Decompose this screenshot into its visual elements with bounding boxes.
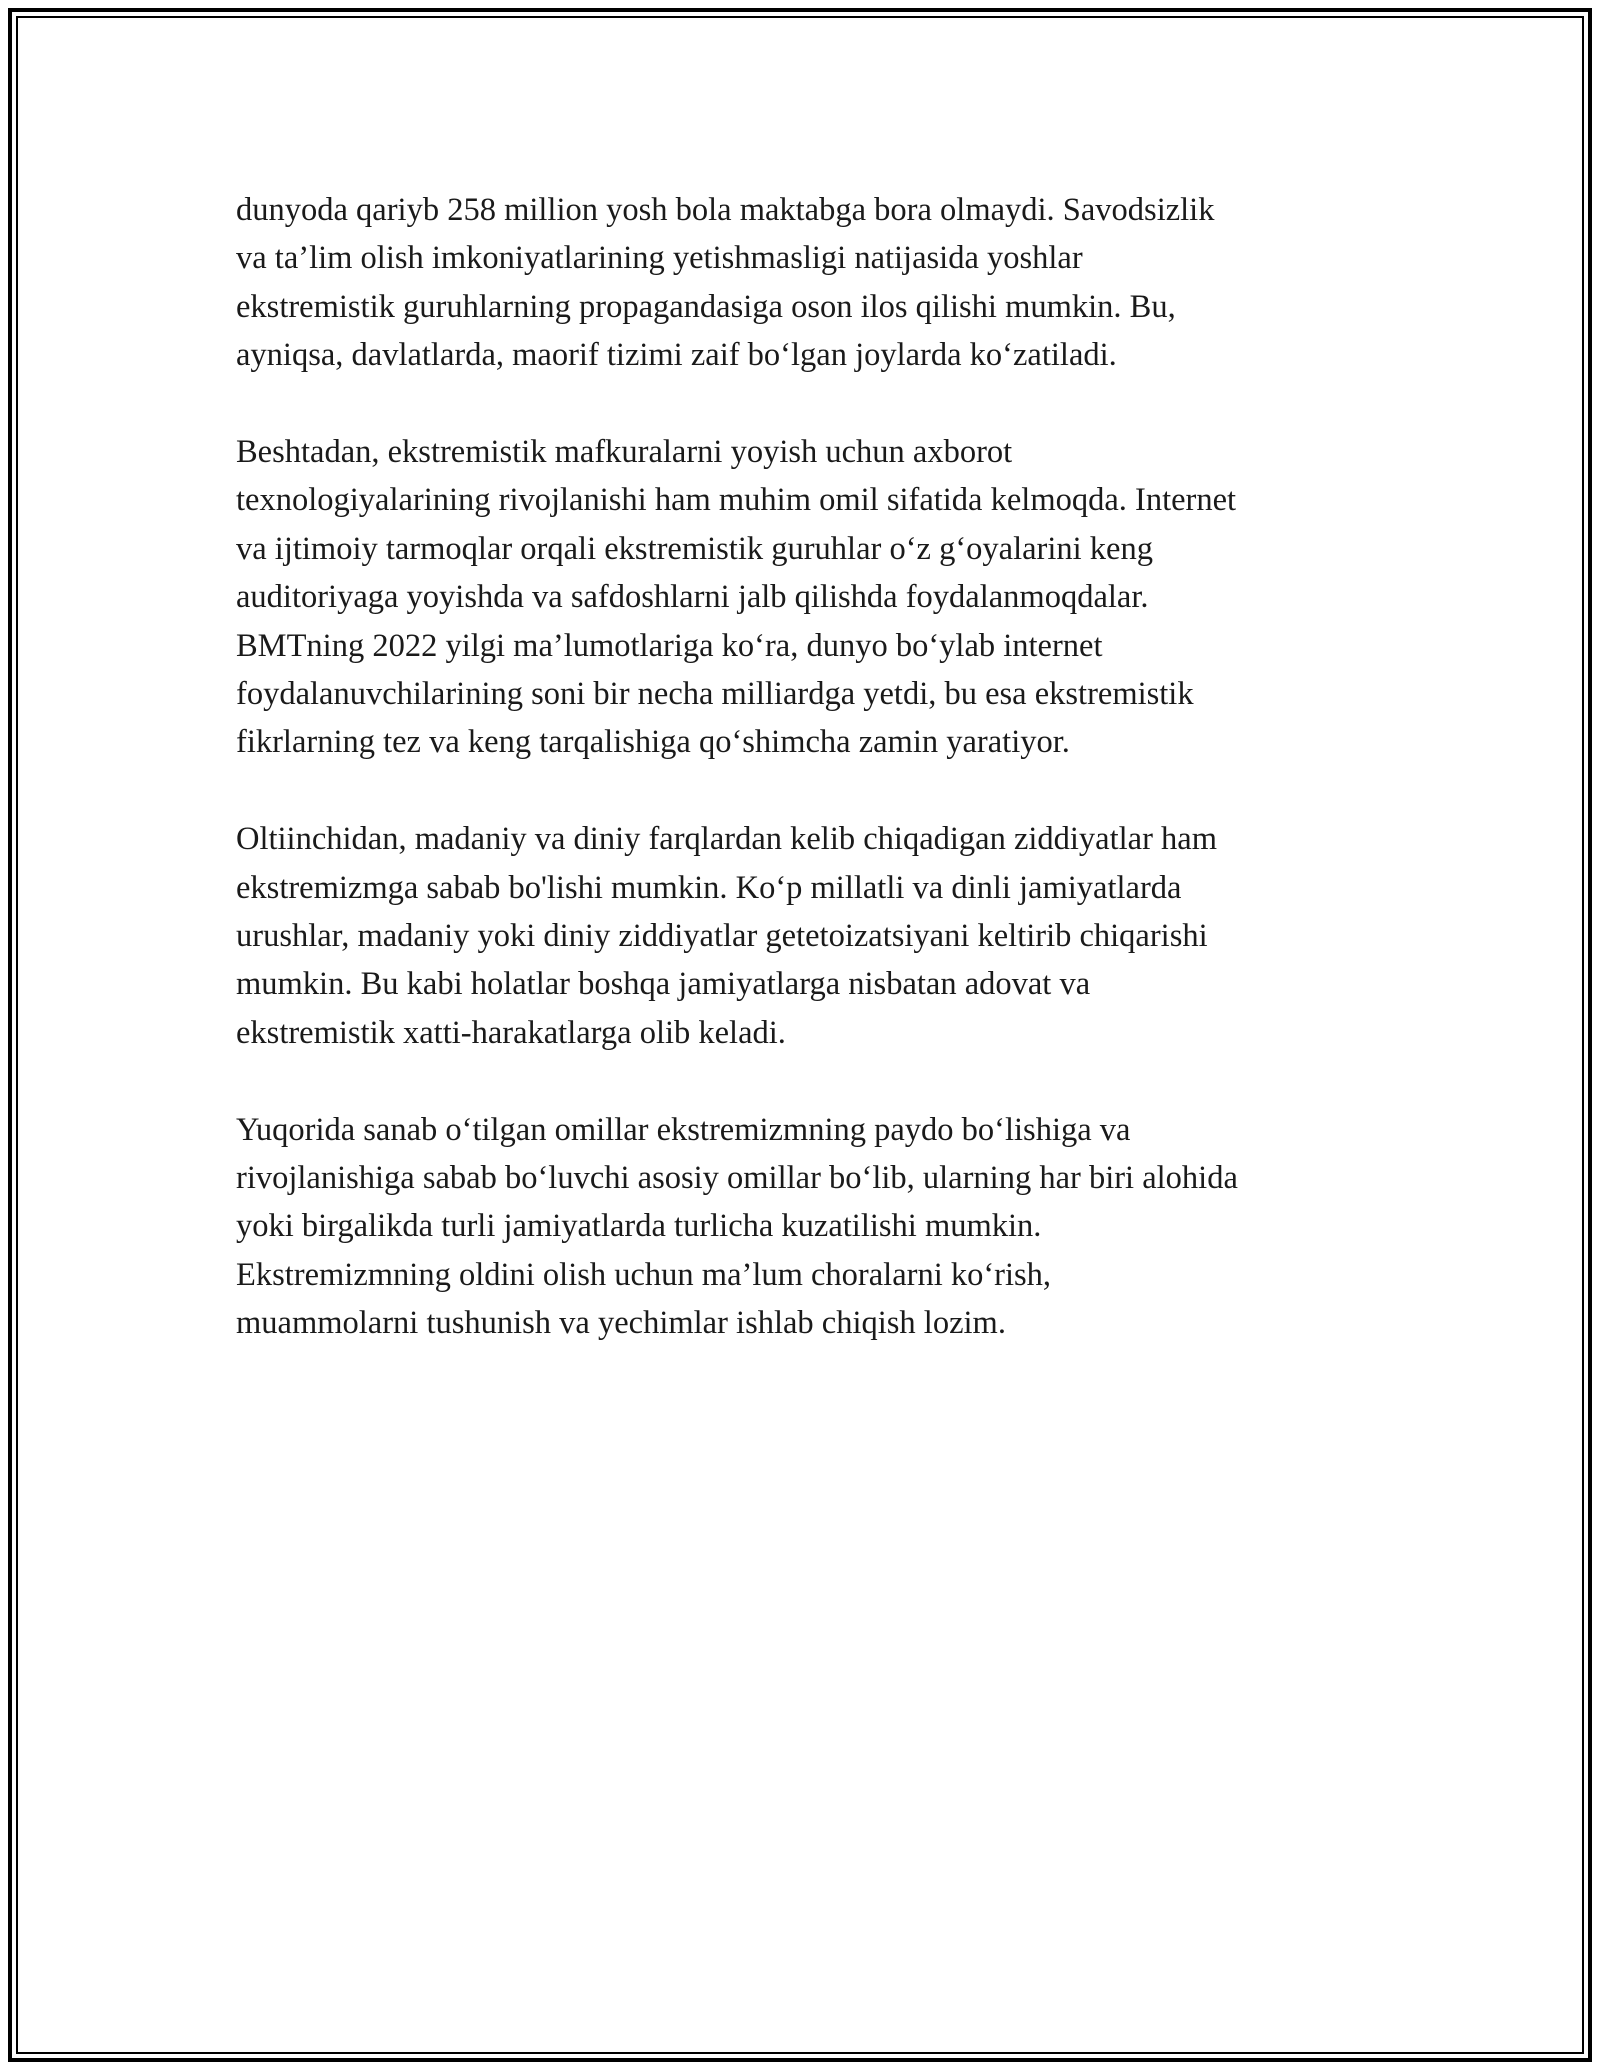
document-body [236, 186, 1376, 1396]
paragraph [236, 428, 1376, 767]
text-line: rivojlanishiga sabab bo‘luvchi asosiy omillar bo‘lib, ularning har biri alohida [236, 1160, 1238, 1197]
text-line: Yuqorida sanab o‘tilgan omillar ekstremizmning paydo bo‘lishiga va [236, 1111, 1131, 1148]
text-line: texnologiyalarining rivojlanishi ham muhim omil sifatida kelmoqda. Internet [236, 482, 1237, 519]
text-line: va ta’lim olish imkoniyatlarining yetishmasligi natijasida yoshlar [236, 240, 1083, 277]
text-line: dunyoda qariyb 258 million yosh bola maktabga bora olmaydi. Savodsizlik [236, 192, 1215, 228]
text-line: ekstremistik xatti-harakatlarga olib keladi. [236, 1014, 786, 1051]
text-line: ekstremizmga sabab bo'lishi mumkin. Ko‘p millatli va dinli jamiyatlarda [236, 869, 1182, 906]
text-line: muammolarni tushunish va yechimlar ishlab chiqish lozim. [236, 1305, 1006, 1342]
paragraph [236, 1106, 1376, 1348]
text-line: mumkin. Bu kabi holatlar boshqa jamiyatlarga nisbatan adovat va [236, 966, 1091, 1003]
text-line: BMTning 2022 yilgi ma’lumotlariga ko‘ra, dunyo bo‘ylab internet [236, 627, 1103, 664]
text-line: Oltiinchidan, madaniy va diniy farqlardan kelib chiqadigan ziddiyatlar ham [236, 821, 1217, 858]
text-line: foydalanuvchilarining soni bir necha milliardga yetdi, bu esa ekstremistik [236, 676, 1194, 713]
text-line: ekstremistik guruhlarning propagandasiga oson ilos qilishi mumkin. Bu, [236, 288, 1176, 325]
text-line: ayniqsa, davlatlarda, maorif tizimi zaif bo‘lgan joylarda ko‘zatiladi. [236, 337, 1117, 374]
text-line: Beshtadan, ekstremistik mafkuralarni yoyish uchun axborot [236, 434, 1013, 471]
text-line: Ekstremizmning oldini olish uchun ma’lum choralarni ko‘rish, [236, 1256, 1052, 1293]
paragraph [236, 186, 1376, 380]
text-line: urushlar, madaniy yoki diniy ziddiyatlar getetoizatsiyani keltirib chiqarishi [236, 918, 1208, 955]
text-line: fikrlarning tez va keng tarqalishiga qo‘shimcha zamin yaratiyor. [236, 724, 1070, 761]
text-line: va ijtimoiy tarmoqlar orqali ekstremistik guruhlar o‘z g‘oyalarini keng [236, 530, 1153, 567]
text-line: auditoriyaga yoyishda va safdoshlarni jalb qilishda foydalanmoqdalar. [236, 579, 1149, 616]
paragraph [236, 815, 1376, 1057]
text-line: yoki birgalikda turli jamiyatlarda turlicha kuzatilishi mumkin. [236, 1208, 1042, 1245]
